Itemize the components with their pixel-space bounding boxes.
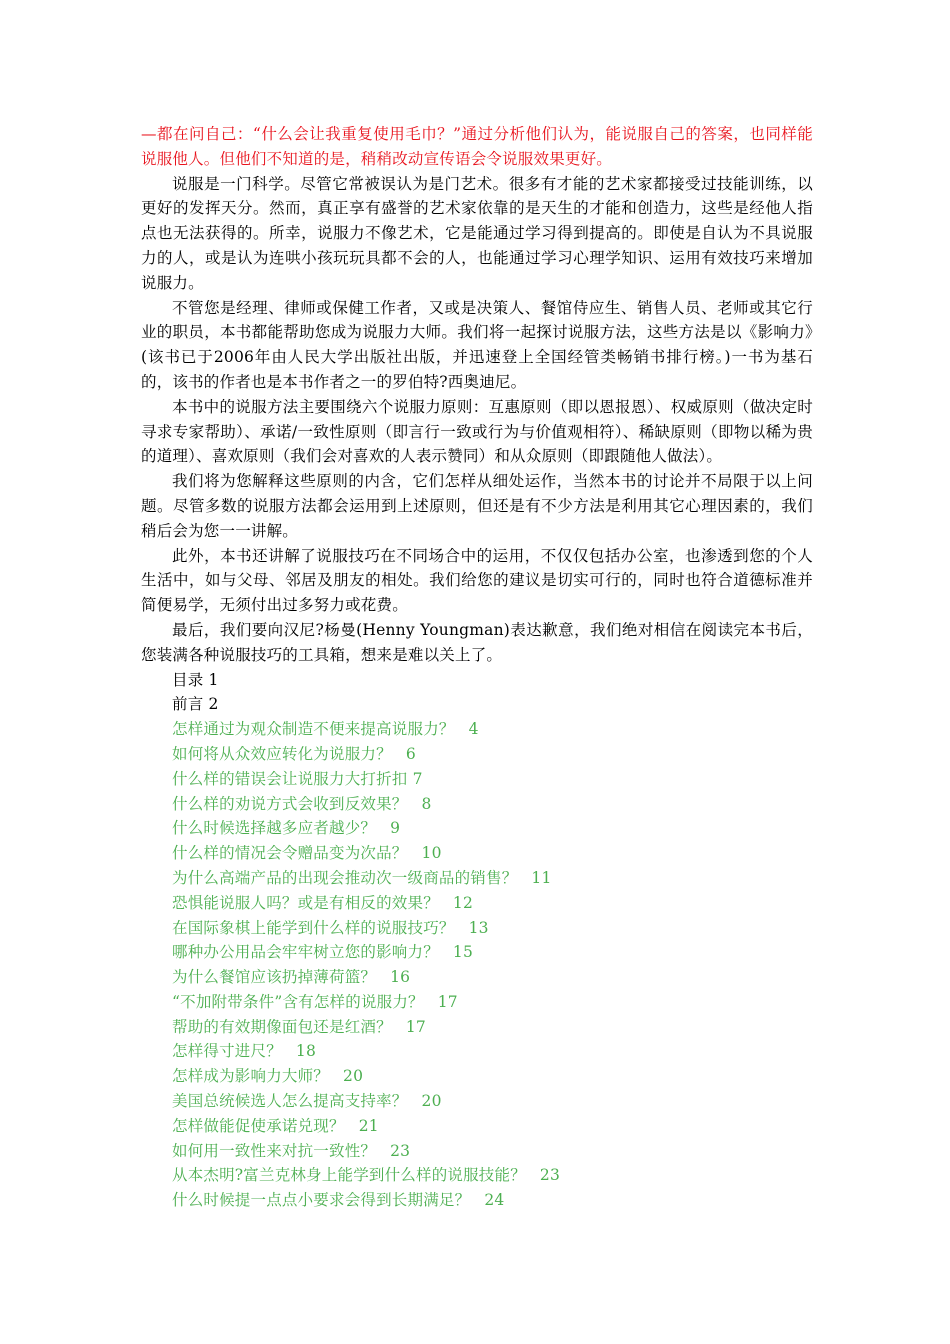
toc-entry-page: 1 (208, 670, 219, 689)
toc-link[interactable] (141, 866, 813, 891)
toc-link[interactable] (141, 841, 813, 866)
toc-link-title[interactable]: 如何用一致性来对抗一致性？ (172, 1141, 377, 1160)
toc-link[interactable] (141, 1139, 813, 1164)
toc-link-page[interactable]: 17 (405, 1017, 426, 1036)
toc-link-page[interactable]: 15 (452, 943, 474, 962)
toc-link-title[interactable]: 什么样的情况会令赠品变为次品？ (172, 844, 408, 863)
table-of-contents (141, 668, 813, 1214)
toc-link-title[interactable]: 什么时候提一点点小要求会得到长期满足？ (172, 1191, 471, 1210)
toc-link[interactable] (141, 916, 813, 941)
page-content (141, 122, 813, 1213)
toc-link-page[interactable]: 18 (295, 1042, 317, 1061)
toc-link-page[interactable]: 21 (358, 1116, 379, 1135)
toc-link-page[interactable]: 4 (468, 720, 479, 739)
toc-link[interactable] (141, 965, 813, 990)
toc-link[interactable] (141, 1188, 813, 1213)
toc-link-title[interactable]: 如何将从众效应转化为说服力？ (172, 744, 392, 763)
toc-link[interactable] (141, 1114, 813, 1139)
toc-link-title[interactable]: 从本杰明?富兰克林身上能学到什么样的说服技能？ (172, 1166, 526, 1185)
toc-link-title[interactable]: 什么时候选择越多应者越少？ (172, 819, 377, 838)
body-paragraph: 说服是一门科学。尽管它常被误认为是门艺术。很多有才能的艺术家都接受过技能训练，以更好的发挥天分。然而，真正享有盛誉的艺术家依靠的是天生的才能和创造力，这些是经他人指点也无法获得的。所幸，说服力不像艺术，它是能通过学习得到提高的。即使是自认为不具说服力的人，或是认为连哄小孩玩玩具都不会的人，也能通过学习心理学知识、运用有效技巧来增加说服力。 (141, 174, 813, 292)
toc-link[interactable] (141, 767, 813, 792)
body-paragraph: 我们将为您解释这些原则的内含，它们怎样从细处运作，当然本书的讨论并不局限于以上问题。尽管多数的说服方法都会运用到上述原则，但还是有不少方法是利用其它心理因素的，我们稍后会为您一一讲解。 (141, 472, 813, 540)
toc-entry (141, 692, 813, 717)
body-paragraph: 不管您是经理、律师或保健工作者，又或是决策人、餐馆侍应生、销售人员、老师或其它行业的职员，本书都能帮助您成为说服力大师。我们将一起探讨说服方法，这些方法是以《影响力》(该书已于2006年由人民大学出版社出版，并迅速登上全国经管类畅销书排行榜。)一书为基石的，该书的作者也是本书作者之一的罗伯特?西奥迪尼。 (141, 298, 813, 391)
toc-link-title[interactable]: 为什么餐馆应该扔掉薄荷篮？ (172, 968, 377, 987)
toc-link-page[interactable]: 24 (484, 1191, 505, 1210)
toc-link-title[interactable]: 什么样的劝说方式会收到反效果？ (172, 794, 408, 813)
toc-link[interactable] (141, 742, 813, 767)
toc-link-page[interactable]: 20 (421, 1092, 442, 1111)
toc-link-title[interactable]: 为什么高端产品的出现会推动次一级商品的销售？ (172, 868, 518, 887)
toc-link[interactable] (141, 1064, 813, 1089)
toc-link-title[interactable]: 怎样做能促使承诺兑现？ (172, 1116, 345, 1135)
toc-entry-title: 目录 (172, 670, 204, 689)
toc-link-title[interactable]: 恐惧能说服人吗？或是有相反的效果？ (172, 893, 439, 912)
toc-link-title[interactable]: 帮助的有效期像面包还是红酒？ (172, 1017, 392, 1036)
toc-link-title[interactable]: 在国际象棋上能学到什么样的说服技巧？ (172, 918, 455, 937)
body-paragraph: 本书中的说服方法主要围绕六个说服力原则：互惠原则（即以恩报恩）、权威原则（做决定时寻求专家帮助）、承诺/一致性原则（即言行一致或行为与价值观相符）、稀缺原则（即物以稀为贵的道理）、喜欢原则（我们会对喜欢的人表示赞同）和从众原则（即跟随他人做法）。 (141, 397, 813, 466)
toc-link[interactable] (141, 1015, 813, 1040)
toc-link-page[interactable]: 7 (412, 769, 423, 788)
intro-paragraph: —都在问自己：“什么会让我重复使用毛巾？”通过分析他们认为，能说服自己的答案，也同样能说服他人。但他们不知道的是，稍稍改动宣传语会令说服效果更好。 (141, 125, 813, 168)
toc-link-page[interactable]: 12 (452, 893, 474, 912)
toc-link[interactable] (141, 717, 813, 742)
toc-link[interactable] (141, 990, 813, 1015)
toc-link-page[interactable]: 20 (343, 1067, 364, 1086)
toc-link-page[interactable]: 16 (390, 968, 411, 987)
toc-link-title[interactable]: “不加附带条件”含有怎样的说服力？ (172, 992, 424, 1011)
toc-entry-title: 前言 (172, 695, 204, 714)
toc-link-title[interactable]: 怎样通过为观众制造不便来提高说服力？ (172, 720, 455, 739)
toc-link[interactable] (141, 1089, 813, 1114)
toc-link-title[interactable]: 什么样的错误会让说服力大打折扣 (172, 769, 408, 788)
toc-link-page[interactable]: 13 (468, 918, 489, 937)
toc-link-page[interactable]: 17 (437, 992, 458, 1011)
toc-entry-page: 2 (208, 695, 219, 714)
toc-link-page[interactable]: 10 (421, 844, 442, 863)
body-paragraph: 此外，本书还讲解了说服技巧在不同场合中的运用，不仅仅包括办公室，也渗透到您的个人生活中，如与父母、邻居及朋友的相处。我们给您的建议是切实可行的，同时也符合道德标准并简便易学，无须付出过多努力或花费。 (141, 546, 813, 615)
toc-link[interactable] (141, 1163, 813, 1188)
toc-link-page[interactable]: 9 (390, 819, 401, 838)
toc-link[interactable] (141, 940, 813, 965)
body-paragraph: 最后，我们要向汉尼?杨曼(Henny Youngman)表达歉意，我们绝对相信在阅读完本书后，您装满各种说服技巧的工具箱，想来是难以关上了。 (141, 620, 813, 664)
toc-link-title[interactable]: 美国总统候选人怎么提高支持率？ (172, 1092, 408, 1111)
toc-link-title[interactable]: 怎样得寸进尺？ (172, 1042, 282, 1061)
toc-link-page[interactable]: 23 (390, 1141, 411, 1160)
toc-link[interactable] (141, 816, 813, 841)
toc-link-title[interactable]: 怎样成为影响力大师？ (172, 1067, 330, 1086)
toc-link-page[interactable]: 6 (405, 744, 416, 763)
toc-link[interactable] (141, 1039, 813, 1064)
toc-link[interactable] (141, 792, 813, 817)
toc-entry (141, 668, 813, 693)
toc-link-title[interactable]: 哪种办公用品会牢牢树立您的影响力？ (172, 943, 439, 962)
toc-link-page[interactable]: 11 (531, 868, 552, 887)
toc-link-page[interactable]: 23 (539, 1166, 561, 1185)
toc-link[interactable] (141, 891, 813, 916)
toc-link-page[interactable]: 8 (421, 794, 432, 813)
